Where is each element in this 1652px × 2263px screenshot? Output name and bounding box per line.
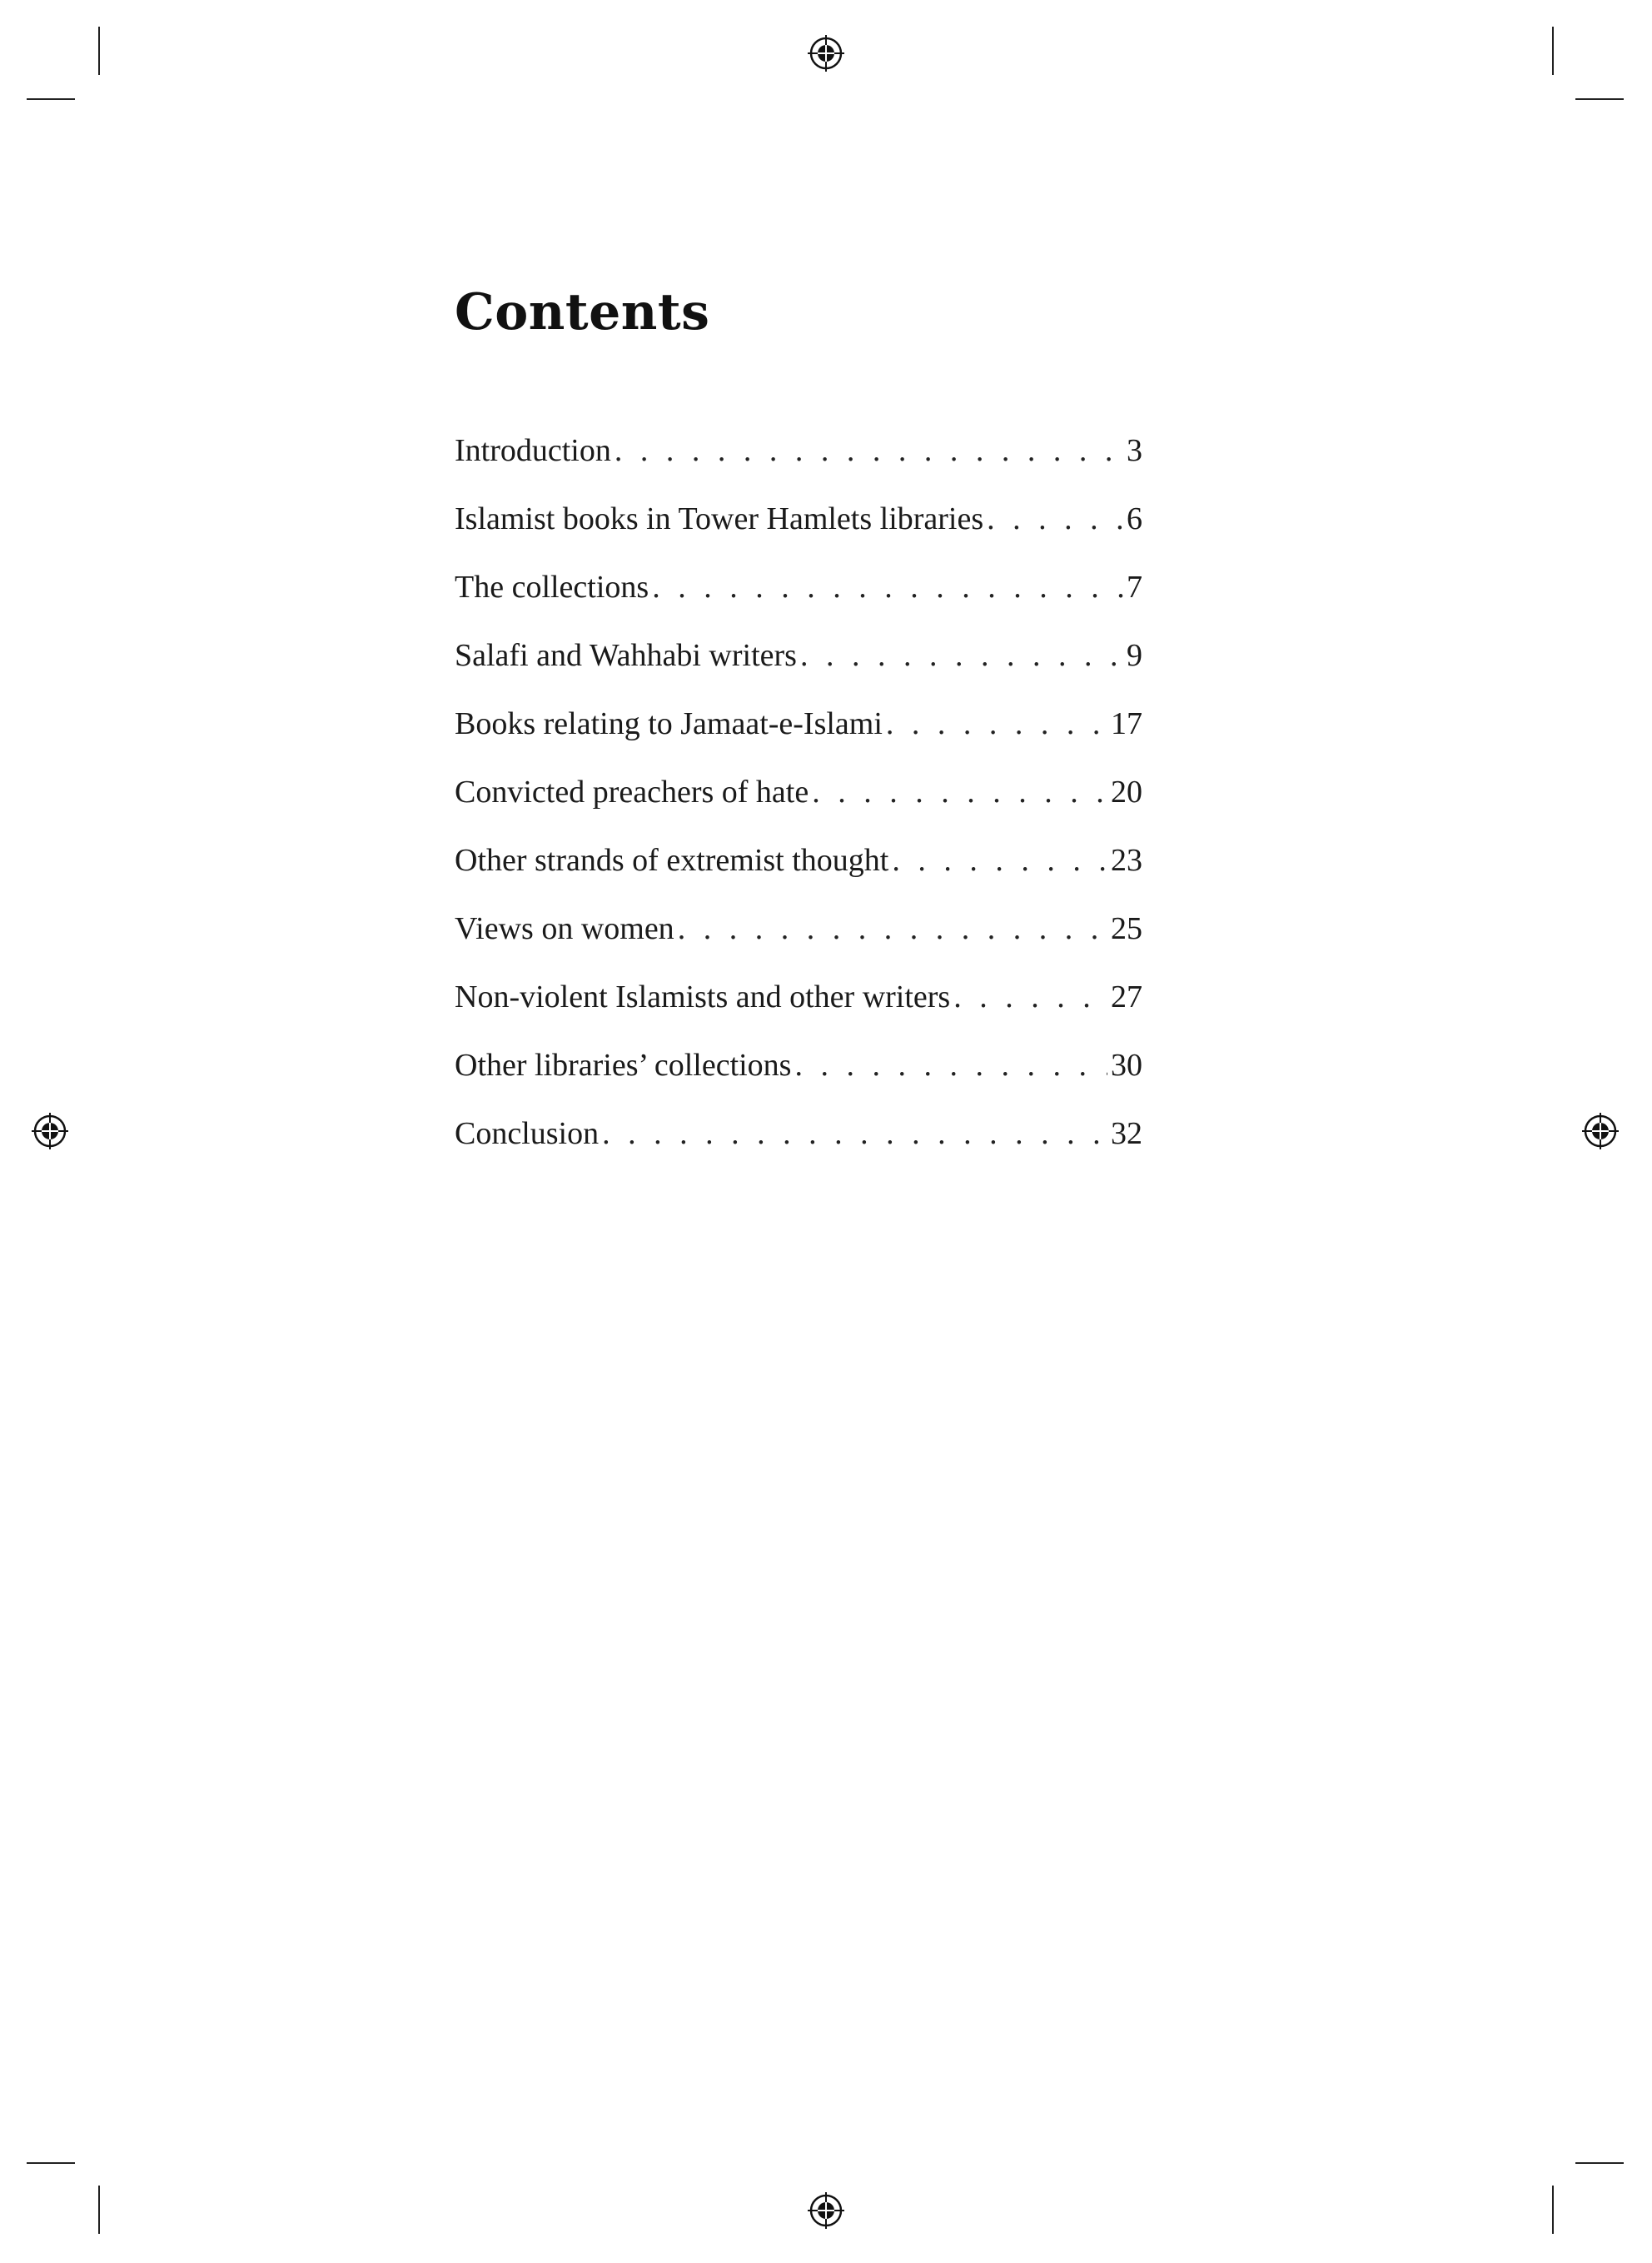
toc-entry-title: Convicted preachers of hate <box>455 775 809 810</box>
toc-entry-the-collections[interactable] <box>455 557 1142 626</box>
toc-entry-other-strands[interactable] <box>455 830 1142 899</box>
page-title: Contents <box>455 283 710 341</box>
dot-leader <box>812 762 1107 822</box>
toc-entry-title: Other strands of extremist thought <box>455 843 889 878</box>
dot-leader <box>987 489 1123 549</box>
toc-entry-title: Books relating to Jamaat-e-Islami <box>455 706 883 741</box>
dot-leader <box>678 899 1107 959</box>
registration-mark-bottom-icon <box>806 2191 846 2231</box>
dot-leader <box>615 421 1123 481</box>
toc-entry-non-violent-islamists[interactable] <box>455 967 1142 1035</box>
crop-mark-top-right-horizontal <box>1575 98 1624 100</box>
crop-mark-bottom-left-horizontal <box>27 2162 75 2164</box>
registration-mark-top-icon <box>806 33 846 73</box>
toc-entry-conclusion[interactable] <box>455 1104 1142 1172</box>
crop-mark-top-right-vertical <box>1552 27 1554 75</box>
toc-entry-title: Salafi and Wahhabi writers <box>455 638 797 673</box>
toc-page-number: 25 <box>1111 911 1142 946</box>
dot-leader <box>953 967 1107 1027</box>
toc-entry-convicted-preachers[interactable] <box>455 762 1142 830</box>
toc-page-number: 23 <box>1111 843 1142 878</box>
crop-mark-top-left-vertical <box>98 27 100 75</box>
toc-entry-title: Views on women <box>455 911 674 946</box>
toc-entry-salafi-wahhabi[interactable] <box>455 626 1142 694</box>
toc-entry-title: The collections <box>455 570 649 605</box>
table-of-contents <box>455 421 1142 1172</box>
dot-leader <box>794 1035 1107 1095</box>
toc-entry-views-on-women[interactable] <box>455 899 1142 967</box>
toc-page-number: 20 <box>1111 775 1142 810</box>
toc-page-number: 6 <box>1127 501 1142 536</box>
toc-page-number: 32 <box>1111 1116 1142 1151</box>
toc-page-number: 9 <box>1127 638 1142 673</box>
dot-leader <box>800 626 1123 685</box>
toc-entry-jamaat-e-islami[interactable] <box>455 694 1142 762</box>
crop-mark-top-left-horizontal <box>27 98 75 100</box>
toc-entry-title: Non-violent Islamists and other writers <box>455 979 951 1014</box>
dot-leader <box>892 830 1107 890</box>
toc-entry-title: Islamist books in Tower Hamlets libraries <box>455 501 984 536</box>
toc-page-number: 3 <box>1127 433 1142 468</box>
dot-leader <box>652 557 1123 617</box>
toc-entry-islamist-books[interactable] <box>455 489 1142 557</box>
dot-leader <box>602 1104 1107 1164</box>
toc-entry-title: Introduction <box>455 433 611 468</box>
toc-entry-title: Conclusion <box>455 1116 600 1151</box>
crop-mark-bottom-right-vertical <box>1552 2186 1554 2234</box>
toc-page-number: 30 <box>1111 1048 1142 1083</box>
dot-leader <box>886 694 1107 754</box>
toc-page-number: 17 <box>1111 706 1142 741</box>
crop-mark-bottom-left-vertical <box>98 2186 100 2234</box>
toc-page-number: 27 <box>1111 979 1142 1014</box>
toc-entry-introduction[interactable] <box>455 421 1142 489</box>
toc-page-number: 7 <box>1127 570 1142 605</box>
crop-mark-bottom-right-horizontal <box>1575 2162 1624 2164</box>
registration-mark-left-icon <box>30 1111 70 1151</box>
registration-mark-right-icon <box>1580 1111 1620 1151</box>
toc-entry-title: Other libraries’ collections <box>455 1048 792 1083</box>
toc-entry-other-libraries[interactable] <box>455 1035 1142 1104</box>
